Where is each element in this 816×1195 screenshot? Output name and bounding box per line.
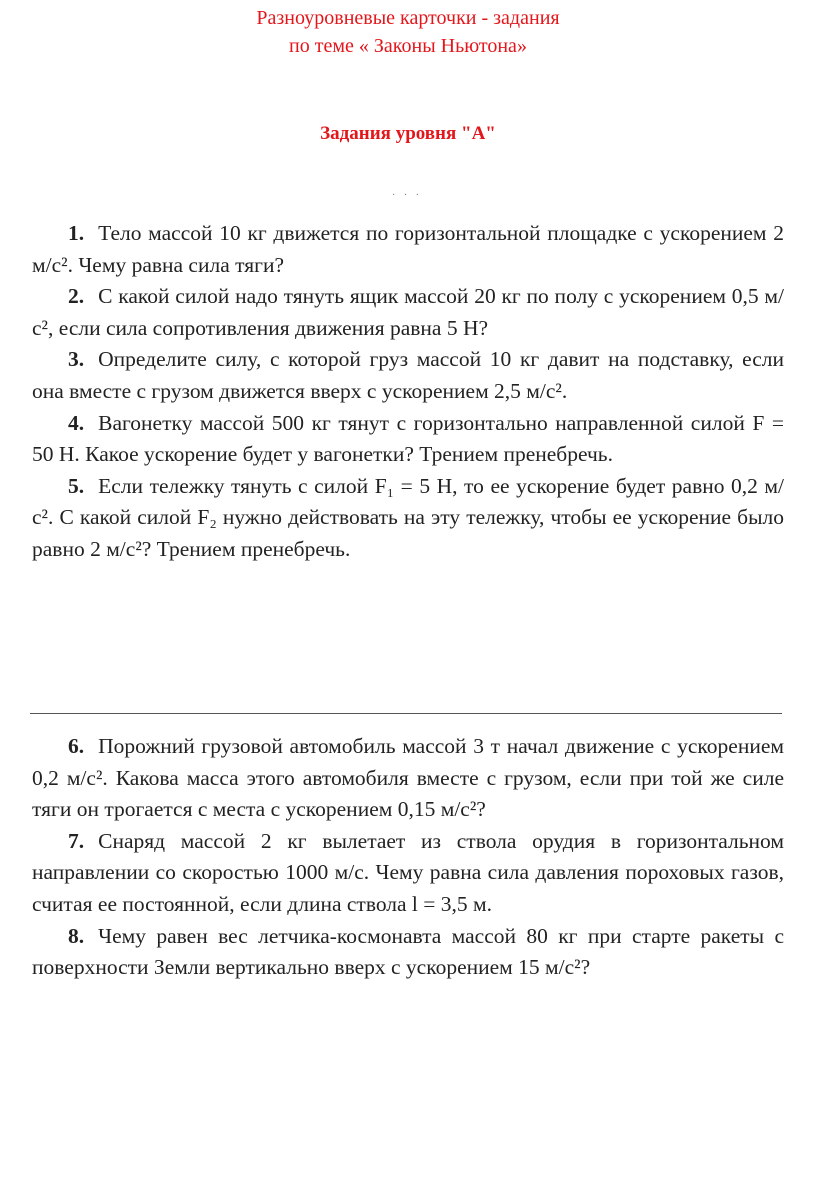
task-number: 3. — [68, 347, 85, 372]
task-item — [32, 731, 784, 826]
task-text: Тело массой 10 кг движется по горизонтальной площадке с ускорением 2 м/с². Чему равна сила тяги? — [32, 221, 784, 277]
task-number: 2. — [68, 284, 85, 309]
task-text: Порожний грузовой автомобиль массой 3 т начал движение с ускорением 0,2 м/с². Какова масса этого автомобиля вместе с грузом, если при той же силе тяги он трогается с места с ускорением 0,15 м/с²? — [32, 734, 784, 822]
task-item — [32, 218, 784, 281]
task-text: Чему равен вес летчика-космонавта массой 80 кг при старте ракеты с поверхности Земли вертикально вверх с ускорением 15 м/с²? — [32, 923, 784, 980]
task-number: 8. — [68, 923, 85, 948]
task-item — [32, 471, 784, 566]
task-number: 6. — [68, 734, 85, 758]
task-number: 4. — [68, 410, 85, 435]
task-text: Определите силу, с которой груз массой 10 кг давит на подставку, если она вместе с грузом движется вверх с ускорением 2,5 м/с². — [32, 347, 784, 403]
task-list-part2 — [32, 731, 784, 984]
task-number: 5. — [68, 473, 85, 498]
task-item — [32, 281, 784, 344]
worksheet-topic: по теме « Законы Ньютона» — [289, 35, 527, 57]
task-item — [32, 826, 784, 921]
task-number: 1. — [68, 221, 85, 245]
task-item — [32, 921, 784, 984]
section-divider — [30, 713, 782, 714]
task-text: Вагонетку массой 500 кг тянут с горизонтально направленной силой F = 50 Н. Какое ускорение будет у вагонетки? Трением пренебречь. — [32, 410, 784, 467]
level-heading: Задания уровня "А" — [320, 123, 496, 144]
task-item — [32, 344, 784, 407]
task-list-part1 — [32, 218, 784, 566]
task-text: Если тележку тянуть с силой F₁ = 5 Н, то ее ускорение будет равно 0,2 м/с². С какой силой F₂ нужно действовать на эту тележку, чтобы ее ускорение было равно 2 м/с²? Трением пренебречь. — [32, 473, 784, 561]
task-number: 7. — [68, 828, 85, 853]
worksheet-title: Разноуровневые карточки - задания — [256, 7, 560, 29]
task-text: Снаряд массой 2 кг вылетает из ствола орудия в горизонтальном направлении со скоростью 1000 м/с. Чему равна сила давления пороховых газов, считая ее постоянной, если длина ствола l = 3,5 м. — [32, 828, 784, 916]
task-item — [32, 408, 784, 471]
task-text: С какой силой надо тянуть ящик массой 20 кг по полу с ускорением 0,5 м/с², если сила сопротивления движения равна 5 Н? — [32, 284, 784, 340]
scan-artifact: · · · — [392, 190, 422, 201]
